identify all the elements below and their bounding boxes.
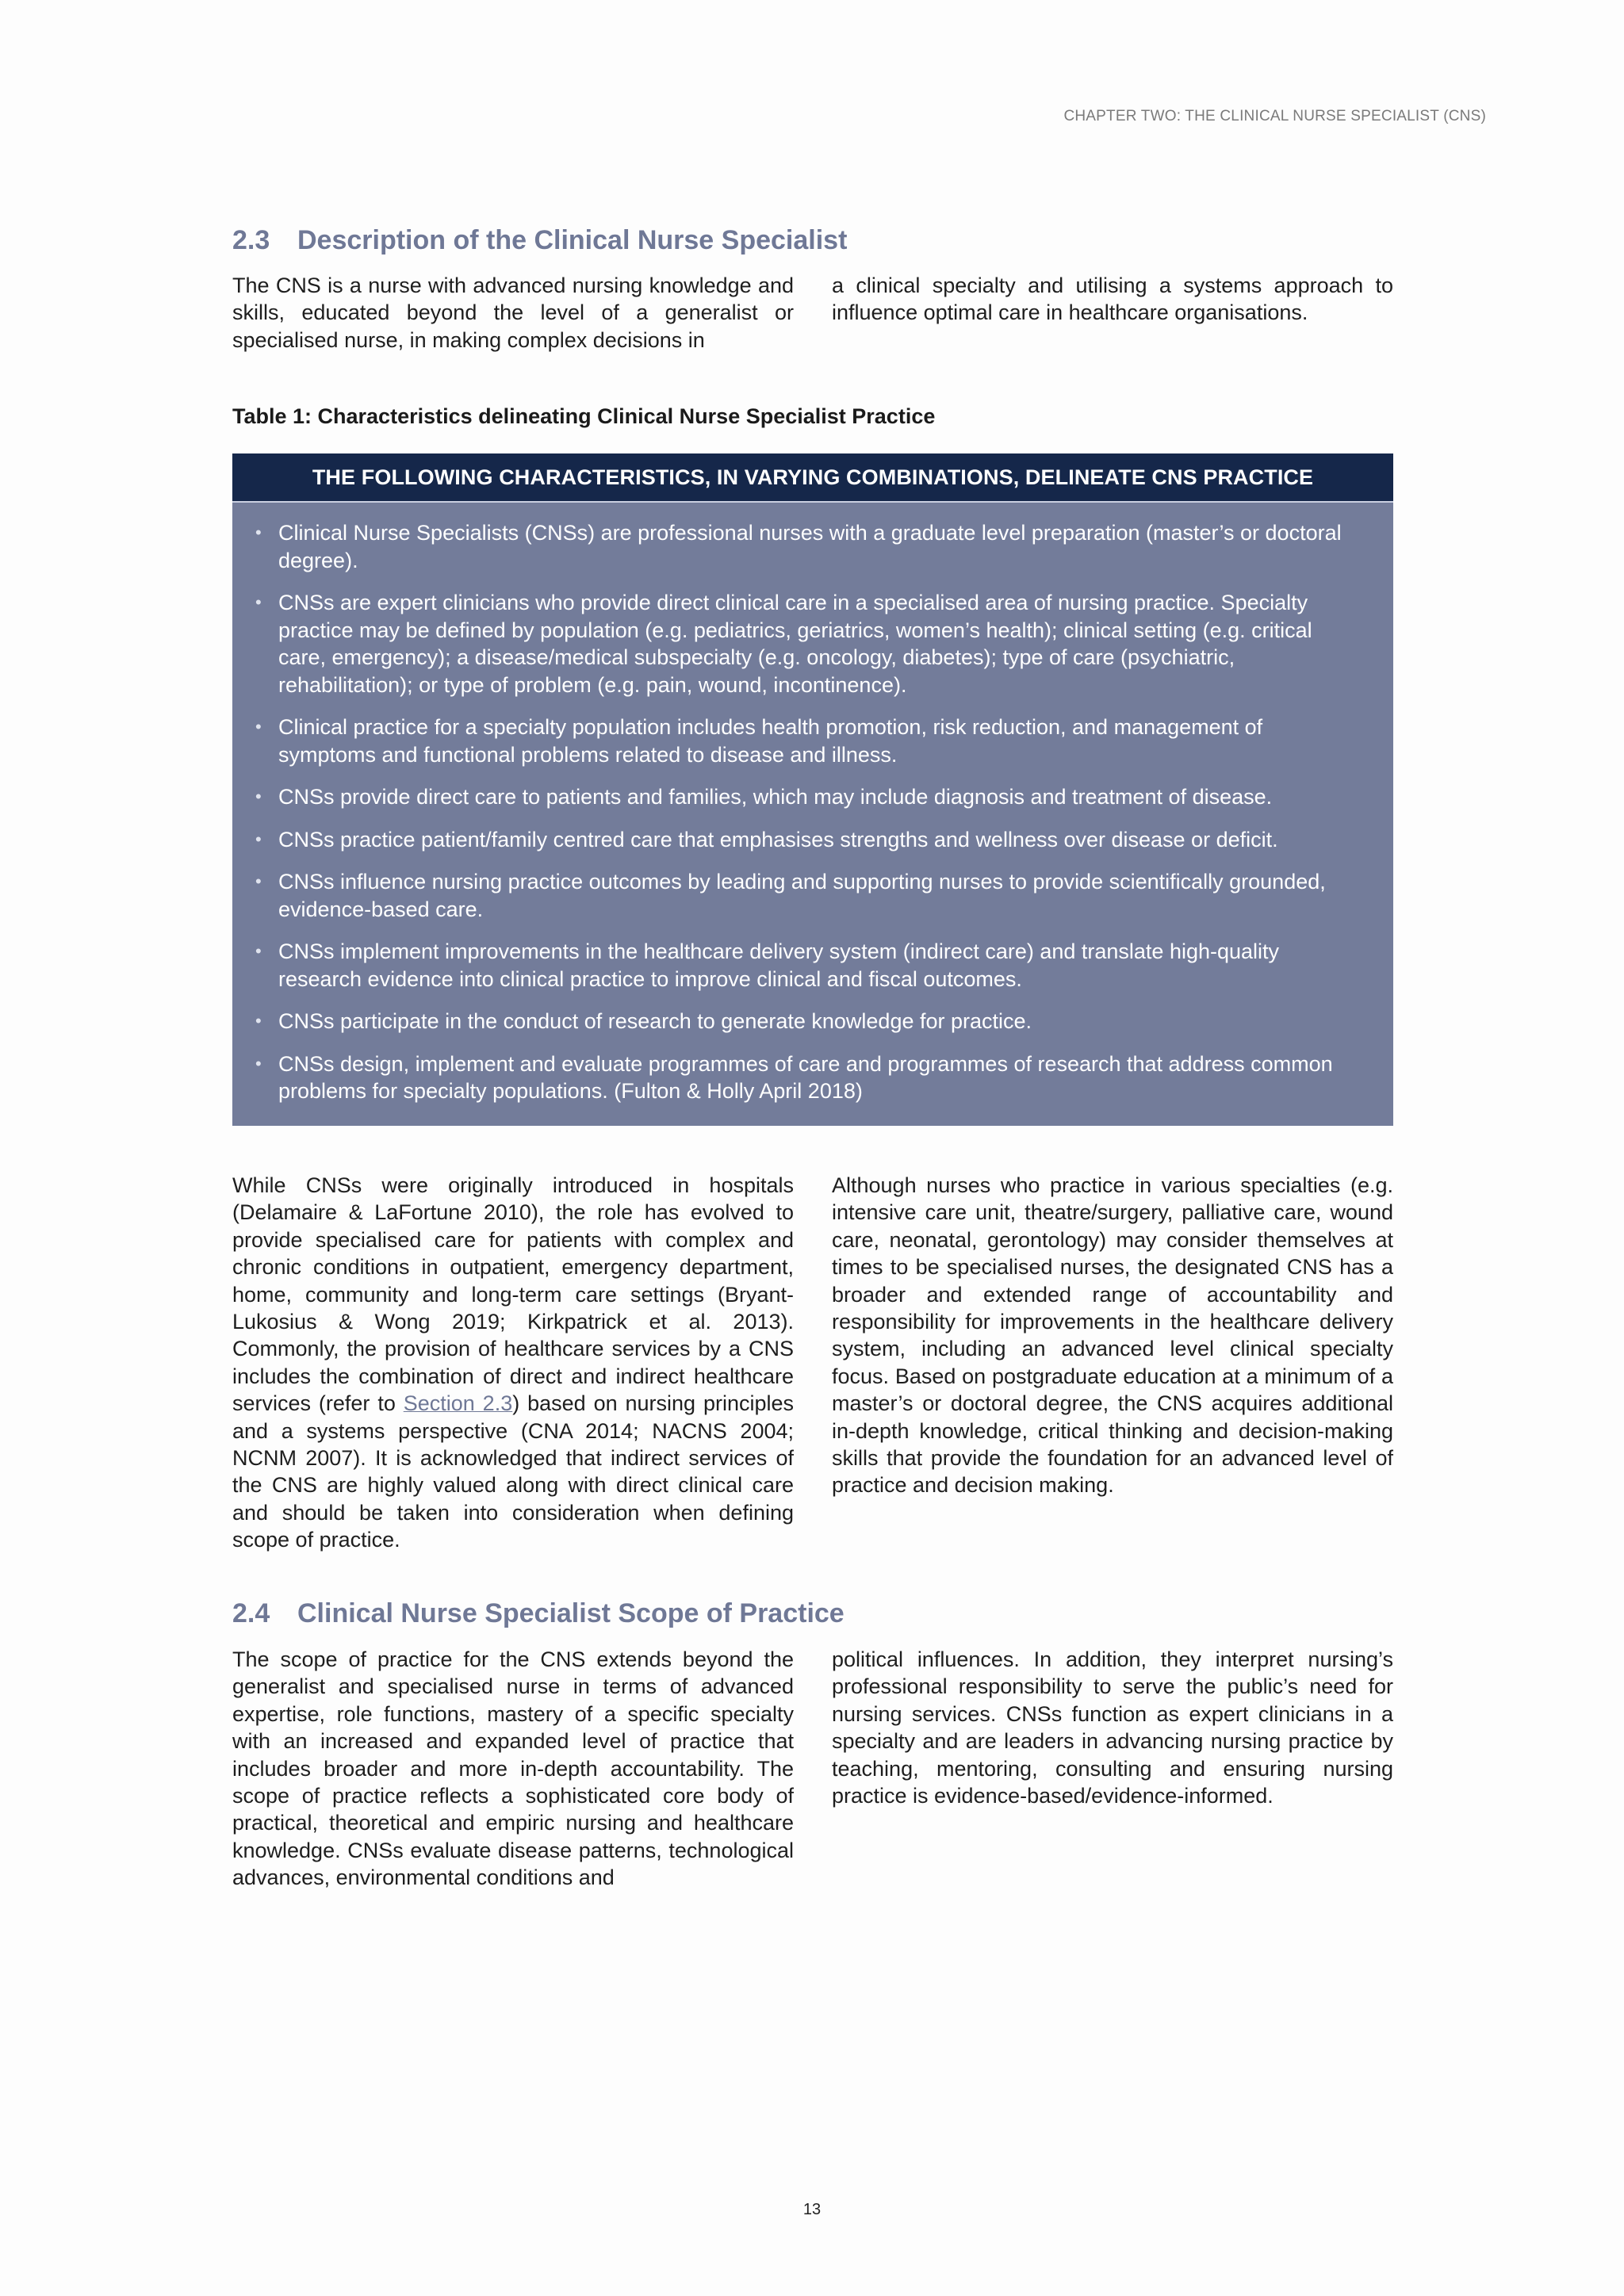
section-2-3-text-left: The CNS is a nurse with advanced nursing knowledge and skills, educated beyond the level of a generalist or specialised nurse, in making complex decisions in bbox=[232, 274, 794, 352]
list-item: • CNSs influence nursing practice outcomes by leading and supporting nurses to provide scientifically grounded, evidence-based care. bbox=[278, 868, 1365, 923]
characteristics-table bbox=[232, 453, 1393, 1126]
body-text-left-part-1: While CNSs were originally introduced in hospitals (Delamaire & LaFortune 2010), the role has evolved to provide specialised care for patients with complex and chronic conditions in outpatient, emergency department, home, community and long-term care settings (Bryant-Lukosius & Wong 2019; Kirkpatrick et al. 2013). Commonly, the provision of healthcare services by a CNS includes the combination of direct and indirect healthcare services (refer to bbox=[232, 1173, 794, 1416]
list-item: • Clinical practice for a specialty population includes health promotion, risk reduction, and management of symptoms and functional problems related to disease and illness. bbox=[278, 714, 1365, 768]
section-2-4-text-right: political influences. In addition, they interpret nursing’s professional responsibility to serve the public’s need for nursing services. CNSs function as expert clinicians in a specialty and are leaders in advancing nursing practice by teaching, mentoring, consulting and ensuring nursing practice is evidence-based/evidence-informed. bbox=[832, 1647, 1393, 1808]
list-item: • CNSs design, implement and evaluate programmes of care and programmes of research that address common problems for specialty populations. (Fulton & Holly April 2018) bbox=[278, 1050, 1365, 1105]
section-heading-2-3 bbox=[232, 225, 847, 256]
section-2-3-text-right: a clinical specialty and utilising a systems approach to influence optimal care in healthcare organisations. bbox=[832, 274, 1393, 325]
characteristics-list bbox=[232, 503, 1393, 1105]
body-text-left bbox=[232, 1172, 794, 1554]
table-header: THE FOLLOWING CHARACTERISTICS, IN VARYING COMBINATIONS, DELINEATE CNS PRACTICE bbox=[232, 453, 1393, 503]
list-item: • CNSs implement improvements in the healthcare delivery system (indirect care) and translate high-quality research evidence into clinical practice to improve clinical and fiscal outcomes. bbox=[278, 938, 1365, 993]
section-title: Description of the Clinical Nurse Specialist bbox=[297, 225, 848, 255]
body-text-right: Although nurses who practice in various specialties (e.g. intensive care unit, theatre/surgery, palliative care, wound care, neonatal, gerontology) may consider themselves at times to be specialised nurses, the designated CNS has a broader and extended range of accountability and responsibility for improvements in the healthcare delivery system, including an advanced level clinical specialty focus. Based on postgraduate education at a minimum of a master’s or doctoral degree, the CNS acquires additional in-depth knowledge, critical thinking and decision-making skills that provide the foundation for an advanced level of practice and decision making. bbox=[832, 1173, 1393, 1498]
list-item: • CNSs participate in the conduct of research to generate knowledge for practice. bbox=[278, 1008, 1365, 1035]
list-item: • CNSs provide direct care to patients and families, which may include diagnosis and treatment of disease. bbox=[278, 783, 1365, 811]
section-heading-2-4 bbox=[232, 1598, 845, 1629]
body-text-left-part-2: ) based on nursing principles and a systems perspective (CNA 2014; NACNS 2004; NCNM 2007). It is acknowledged that indirect services of the CNS are highly valued along with direct clinical care and should be taken into consideration when defining scope of practice. bbox=[232, 1391, 795, 1552]
list-item: • CNSs practice patient/family centred care that emphasises strengths and wellness over disease or deficit. bbox=[278, 826, 1365, 854]
list-item: • CNSs are expert clinicians who provide direct clinical care in a specialised area of nursing practice. Specialty practice may be defined by population (e.g. pediatrics, geriatrics, women’s health); clinical setting (e.g. critical care, emergency); a disease/medical subspecialty (e.g. oncology, diabetes); type of care (psychiatric, rehabilitation); or type of problem (e.g. pain, wound, incontinence). bbox=[278, 589, 1365, 698]
running-header: CHAPTER TWO: THE CLINICAL NURSE SPECIALIST (CNS) bbox=[1063, 108, 1486, 124]
list-item: • Clinical Nurse Specialists (CNSs) are professional nurses with a graduate level preparation (master’s or doctoral degree). bbox=[278, 519, 1365, 574]
section-2-4-text-left: The scope of practice for the CNS extends beyond the generalist and specialised nurse in terms of advanced expertise, role functions, mastery of a specific specialty with an increased and expanded level of practice that includes broader and more in-depth accountability. The scope of practice reflects a sophisticated core body of practical, theoretical and empiric nursing and healthcare knowledge. CNSs evaluate disease patterns, technological advances, environmental conditions and bbox=[232, 1647, 794, 1890]
section-number: 2.4 bbox=[232, 1598, 270, 1628]
section-2-3-link[interactable]: Section 2.3 bbox=[403, 1391, 513, 1416]
section-number: 2.3 bbox=[232, 225, 270, 255]
table-caption: Table 1: Characteristics delineating Clinical Nurse Specialist Practice bbox=[232, 404, 936, 428]
section-title: Clinical Nurse Specialist Scope of Practice bbox=[297, 1598, 845, 1628]
page-number: 13 bbox=[802, 2201, 822, 2218]
